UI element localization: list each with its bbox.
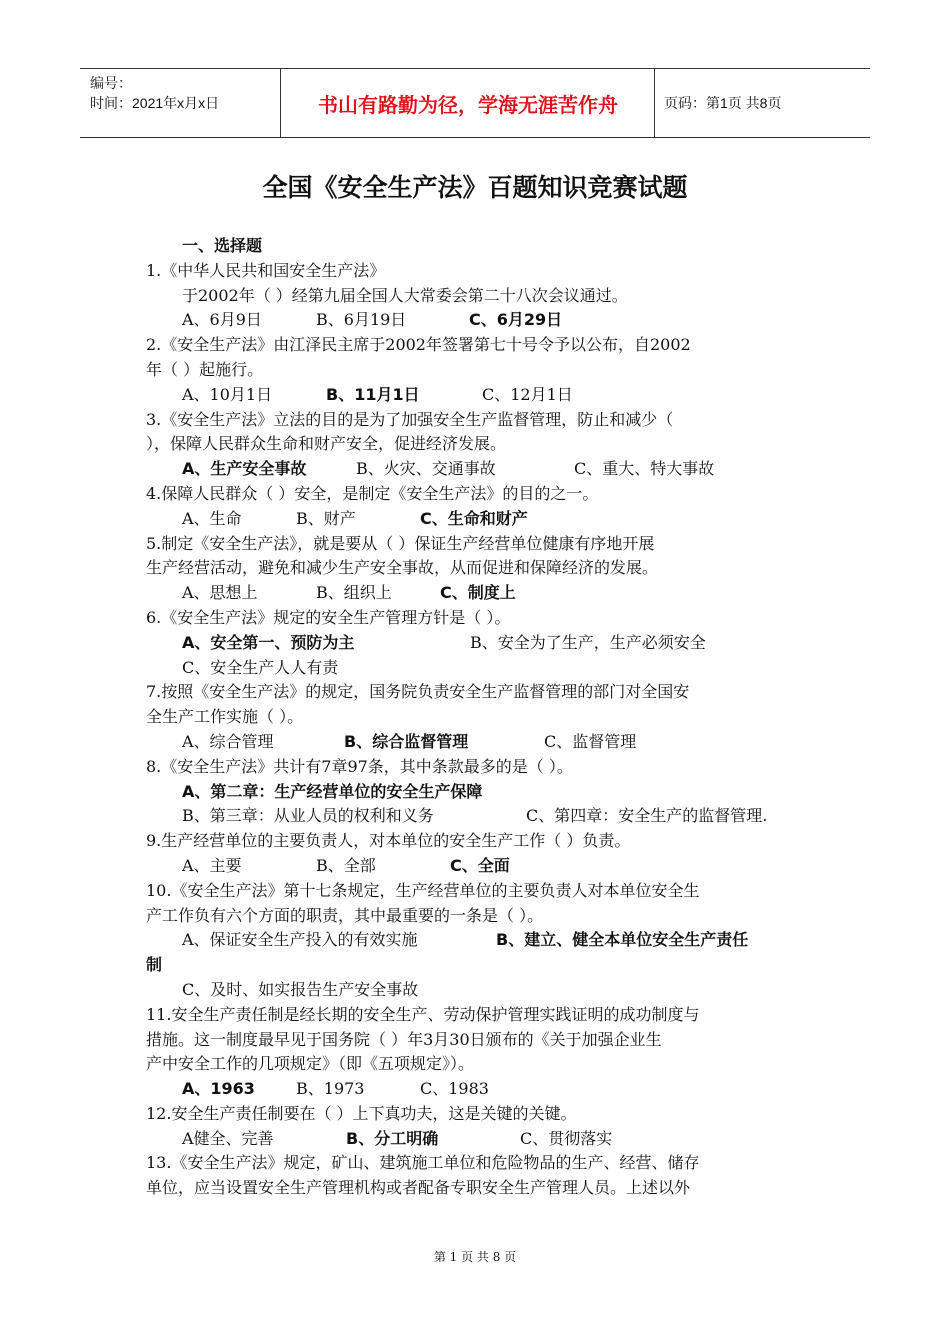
question-3: 3.《安全生产法》立法的目的是为了加强安全生产监督管理，防止和减少（: [146, 409, 674, 429]
option-answer: A、第二章：生产经营单位的安全生产保障: [182, 781, 483, 801]
option-answer: B、综合监督管理: [344, 731, 469, 751]
header-motto: 书山有路勤为径，学海无涯苦作舟: [318, 92, 618, 117]
question-8: 8.《安全生产法》共计有7章97条，其中条款最多的是（ ）。: [146, 756, 573, 776]
option: C、安全生产人人有责: [182, 657, 339, 677]
option-answer: B、分工明确: [346, 1128, 439, 1148]
option: C、贯彻落实: [520, 1128, 613, 1148]
option: C、监督管理: [544, 731, 637, 751]
option-answer: A、生产安全事故: [182, 459, 307, 479]
option: A、保证安全生产投入的有效实施: [182, 930, 418, 950]
options-row: [146, 383, 814, 408]
option-answer-continued: 制: [146, 955, 163, 975]
document-title: 全国《安全生产法》百题知识竞赛试题: [262, 173, 688, 202]
option: B、组织上: [316, 583, 392, 603]
question-text: 于2002年（ ）经第九届全国人大常委会第二十八次会议通过。: [182, 285, 628, 305]
date-label: 时间：2021年x月x日: [90, 95, 220, 111]
question-text: 生产经营活动，避免和减少生产安全事故，从而促进和保障经济的发展。: [146, 558, 659, 578]
question-11: 11.安全生产责任制是经长期的安全生产、劳动保护管理实践证明的成功制度与: [146, 1004, 700, 1024]
page-footer: 第 1 页 共 8 页: [433, 1250, 517, 1264]
question-text: 全生产工作实施（ ）。: [146, 707, 304, 727]
option: A、思想上: [182, 583, 258, 603]
question-text: 措施。这一制度最早见于国务院（ ）年3月30日颁布的《关于加强企业生: [146, 1029, 662, 1049]
question-text: ），保障人民群众生命和财产安全，促进经济发展。: [146, 434, 507, 454]
options-row: [146, 854, 814, 879]
options-row: [146, 631, 814, 656]
option: B、安全为了生产，生产必须安全: [470, 632, 706, 652]
option: A、6月9日: [182, 310, 262, 330]
option-answer: B、建立、健全本单位安全生产责任: [496, 930, 749, 950]
option-answer: C、全面: [450, 855, 510, 875]
option-answer: C、生命和财产: [420, 508, 528, 528]
section-heading: 一、选择题: [182, 236, 263, 255]
option: C、重大、特大事故: [574, 459, 715, 479]
option: A、综合管理: [182, 731, 274, 751]
option: A、10月1日: [182, 384, 273, 404]
option: B、6月19日: [316, 310, 407, 330]
question-5: 5.制定《安全生产法》，就是要从（ ）保证生产经营单位健康有序地开展: [146, 533, 655, 553]
options-row: [146, 507, 814, 532]
options-row: [146, 804, 814, 829]
option: C、12月1日: [482, 384, 573, 404]
options-row: [146, 308, 814, 333]
option: C、1983: [420, 1079, 489, 1099]
options-row: [146, 730, 814, 755]
header-page-info: 页码：第1页 共8页: [664, 95, 782, 111]
question-text: 产工作负有六个方面的职责，其中最重要的一条是（ ）。: [146, 905, 544, 925]
header-divider: [280, 69, 281, 137]
question-4: 4.保障人民群众（ ）安全，是制定《安全生产法》的目的之一。: [146, 483, 599, 503]
option-answer: C、制度上: [440, 583, 516, 603]
header-divider: [654, 69, 655, 137]
question-list: [146, 234, 814, 1201]
option-answer: A、1963: [182, 1079, 255, 1099]
question-7: 7.按照《安全生产法》的规定，国务院负责安全生产监督管理的部门对全国安: [146, 682, 690, 702]
question-13: 13.《安全生产法》规定，矿山、建筑施工单位和危险物品的生产、经营、储存: [146, 1153, 700, 1173]
question-10: 10.《安全生产法》第十七条规定，生产经营单位的主要负责人对本单位安全生: [146, 880, 700, 900]
option-answer: C、6月29日: [469, 310, 563, 330]
option: B、财产: [296, 508, 356, 528]
option: B、第三章：从业人员的权利和义务: [182, 806, 434, 826]
question-12: 12.安全生产责任制要在（ ）上下真功夫，这是关键的关键。: [146, 1103, 577, 1123]
number-label: 编号：: [90, 75, 132, 91]
option-answer: A、安全第一、预防为主: [182, 632, 355, 652]
options-row: [146, 1127, 814, 1152]
option: B、1973: [296, 1079, 365, 1099]
question-text: 产中安全工作的几项规定》（即《五项规定》）。: [146, 1054, 475, 1074]
option: C、及时、如实报告生产安全事故: [182, 979, 419, 999]
option: C、第四章：安全生产的监督管理.: [526, 806, 768, 826]
header-table: [80, 68, 870, 138]
option: B、全部: [316, 855, 376, 875]
options-row: [146, 457, 814, 482]
options-row: [146, 928, 814, 953]
question-text: 年（ ）起施行。: [146, 359, 264, 379]
question-9: 9.生产经营单位的主要负责人，对本单位的安全生产工作（ ）负责。: [146, 831, 631, 851]
question-1: 1.《中华人民共和国安全生产法》: [146, 260, 386, 280]
question-text: 单位，应当设置安全生产管理机构或者配备专职安全生产管理人员。上述以外: [146, 1178, 691, 1198]
option: B、火灾、交通事故: [356, 459, 496, 479]
header-meta: [90, 73, 219, 113]
options-row: [146, 581, 814, 606]
option: A、生命: [182, 508, 242, 528]
option: A健全、完善: [182, 1128, 274, 1148]
option: A、主要: [182, 855, 242, 875]
options-row: [146, 1077, 814, 1102]
option-answer: B、11月1日: [326, 384, 420, 404]
question-6: 6.《安全生产法》规定的安全生产管理方针是（ ）。: [146, 607, 511, 627]
question-2: 2.《安全生产法》由江泽民主席于2002年签署第七十号令予以公布，自2002: [146, 335, 691, 355]
